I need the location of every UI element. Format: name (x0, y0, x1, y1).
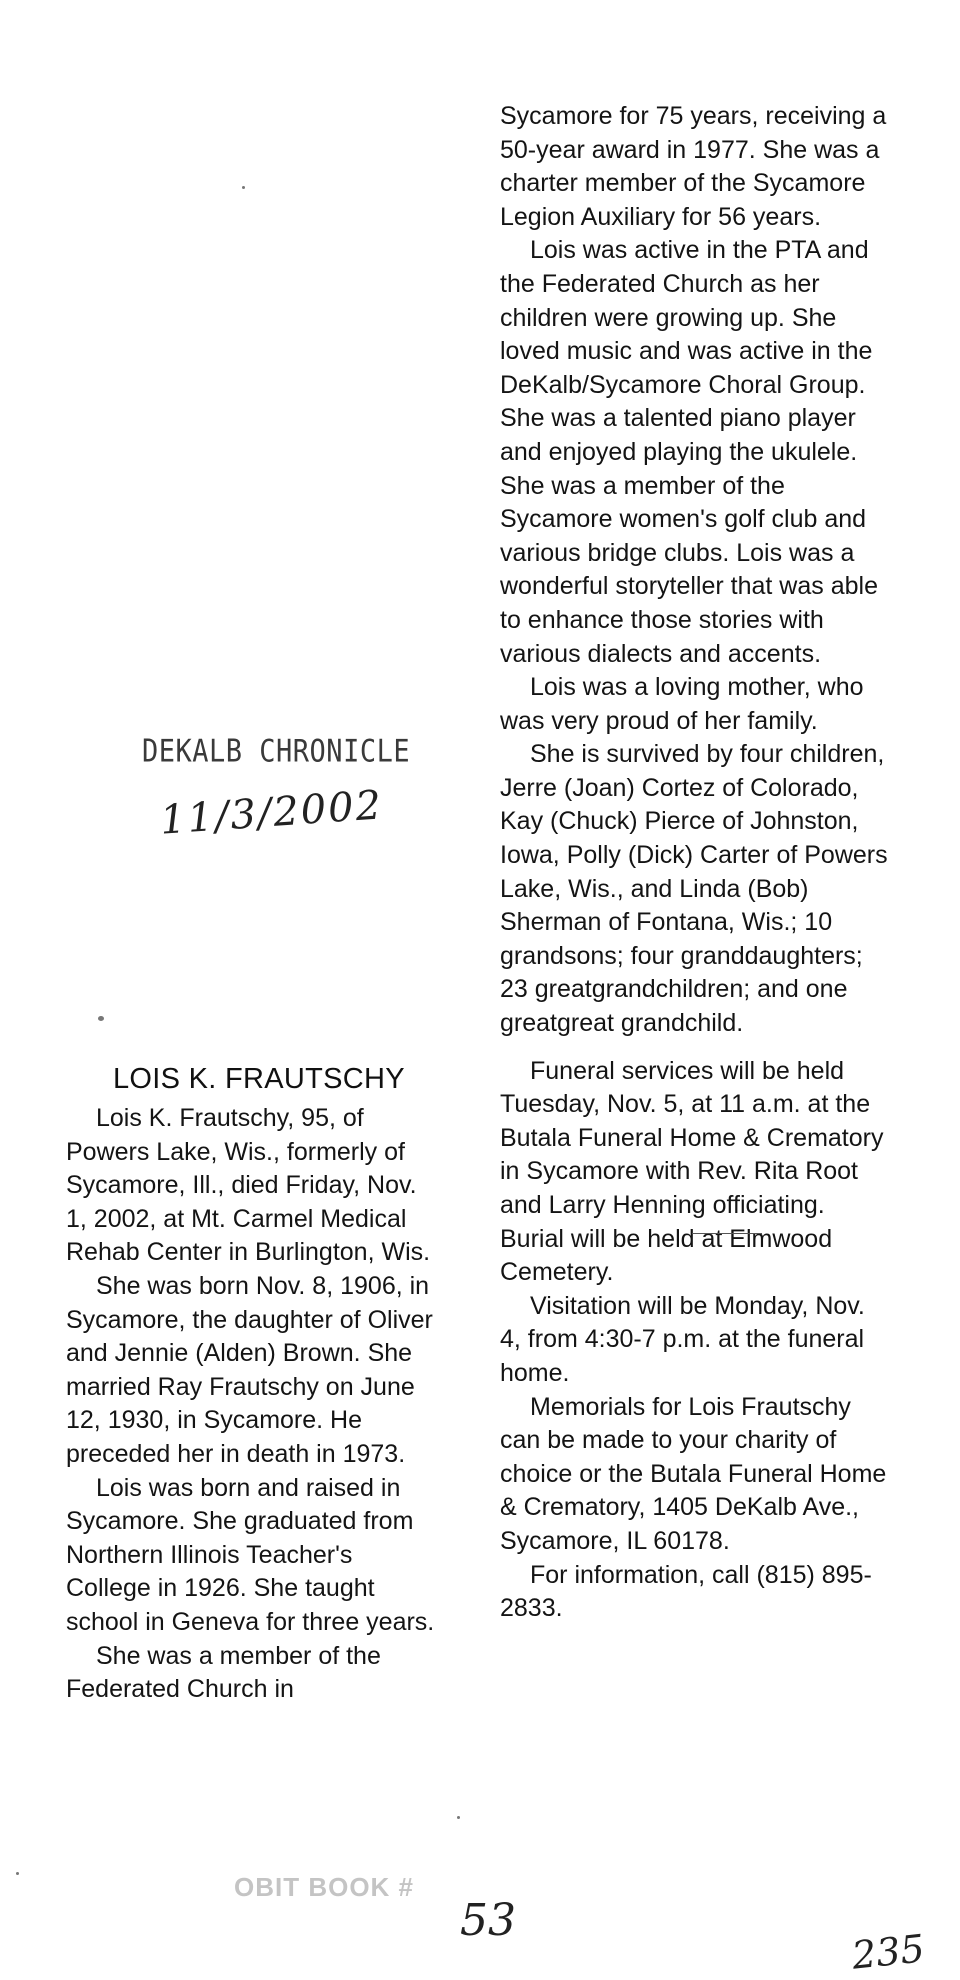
obituary-headline: LOIS K. FRAUTSCHY (113, 1063, 405, 1095)
obit-book-stamp: OBIT BOOK # (234, 1872, 415, 1902)
obituary-paragraph: Lois was a loving mother, who was very proud of her family. (500, 673, 864, 735)
end-of-paragraph-rule (692, 1233, 762, 1234)
scan-speck (16, 1872, 19, 1875)
obituary-right-column (500, 100, 890, 1626)
obituary-paragraph: Funeral services will be held Tuesday, Nov. 5, at 11 a.m. at the Butala Funeral Home & Crematory in Sycamore with Rev. Rita Root and Larry Henning officiating. Burial will be held at Elmwood Cemetery. (500, 1056, 884, 1287)
obituary-paragraph: Lois was born and raised in Sycamore. She graduated from Northern Illinois Teacher's College in 1926. She taught school in Geneva for three years. (66, 1473, 435, 1636)
obituary-paragraph: Memorials for Lois Frautschy can be made to your charity of choice or the Butala Funeral Home & Crematory, 1405 DeKalb Ave., Sycamore, IL 60178. (500, 1392, 887, 1555)
handwritten-page-number: 53 (460, 1895, 516, 1946)
scan-speck (98, 1016, 104, 1021)
obituary-paragraph: She was born Nov. 8, 1906, in Sycamore, the daughter of Oliver and Jennie (Alden) Brown. She married Ray Frautschy on June 12, 1930, in Sycamore. He preceded her in death in 1973. (66, 1271, 433, 1468)
obituary-left-column (66, 1102, 440, 1707)
scan-speck (457, 1816, 460, 1819)
obituary-paragraph: Sycamore for 75 years, receiving a 50-year award in 1977. She was a charter member of the Sycamore Legion Auxiliary for 56 years. (500, 102, 887, 231)
scan-speck (242, 186, 245, 189)
obituary-paragraph: Visitation will be Monday, Nov. 4, from 4:30-7 p.m. at the funeral home. (500, 1291, 865, 1387)
handwritten-corner-number: 235 (849, 1926, 927, 1978)
obituary-paragraph: For information, call (815) 895-2833. (500, 1560, 872, 1623)
obituary-paragraph: Lois K. Frautschy, 95, of Powers Lake, Wis., formerly of Sycamore, Ill., died Friday, Nov. 1, 2002, at Mt. Carmel Medical Rehab Center in Burlington, Wis. (66, 1104, 431, 1267)
newspaper-name-stamp: DEKALB CHRONICLE (142, 733, 411, 770)
obituary-paragraph: Lois was active in the PTA and the Federated Church as her children were growing up. She loved music and was active in the DeKalb/Sycamore Choral Group. She was a talented piano player and enjoyed playing the ukulele. She was a member of the Sycamore women's golf club and various bridge clubs. Lois was a wonderful storyteller that was able to enhance those stories with various dialects and accents. (500, 236, 878, 668)
obituary-paragraph: She was a member of the Federated Church in (66, 1641, 381, 1704)
obituary-paragraph: She is survived by four children, Jerre (Joan) Cortez of Colorado, Kay (Chuck) Pierce of Johnston, Iowa, Polly (Dick) Carter of Powers Lake, Wis., and Linda (Bob) Sherman of Fontana, Wis.; 10 grandsons; four granddaughters; 23 greatgrandchildren; and one greatgreat grandchild. (500, 740, 888, 1038)
handwritten-date: 11/3/2002 (158, 782, 385, 844)
